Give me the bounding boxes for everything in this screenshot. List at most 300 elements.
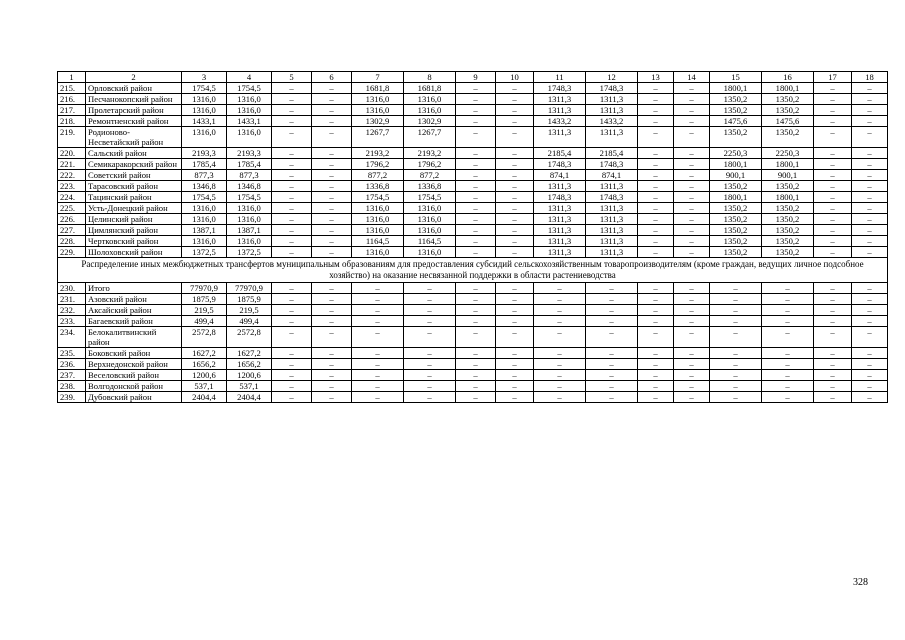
value-cell: 1785,4 — [227, 159, 272, 170]
value-cell: – — [496, 247, 534, 258]
value-cell: 1316,0 — [227, 94, 272, 105]
value-cell: – — [674, 148, 710, 159]
value-cell: – — [638, 392, 674, 403]
district-name-cell: Орловский район — [86, 83, 182, 94]
value-cell: 1302,9 — [404, 116, 456, 127]
value-cell: 1681,8 — [352, 83, 404, 94]
value-cell: – — [852, 381, 888, 392]
row-number-cell: 216. — [58, 94, 86, 105]
value-cell: – — [312, 294, 352, 305]
value-cell: 1200,6 — [182, 370, 227, 381]
value-cell: – — [312, 327, 352, 348]
value-cell: – — [272, 192, 312, 203]
value-cell: – — [312, 159, 352, 170]
value-cell: – — [638, 348, 674, 359]
value-cell: 1316,0 — [352, 225, 404, 236]
value-cell: 1656,2 — [227, 359, 272, 370]
value-cell: – — [272, 305, 312, 316]
value-cell: – — [586, 294, 638, 305]
value-cell: 1336,8 — [352, 181, 404, 192]
value-cell: – — [404, 348, 456, 359]
value-cell: 1350,2 — [762, 214, 814, 225]
column-number-cell: 13 — [638, 72, 674, 83]
value-cell: – — [638, 181, 674, 192]
district-name-cell: Цимлянский район — [86, 225, 182, 236]
value-cell: – — [496, 203, 534, 214]
value-cell: 1433,2 — [586, 116, 638, 127]
value-cell: – — [352, 359, 404, 370]
value-cell: 1875,9 — [182, 294, 227, 305]
value-cell: – — [674, 225, 710, 236]
value-cell: 1350,2 — [762, 127, 814, 148]
value-cell: 1316,0 — [404, 105, 456, 116]
value-cell: – — [638, 327, 674, 348]
value-cell: 1311,3 — [534, 127, 586, 148]
value-cell: – — [272, 294, 312, 305]
row-number-cell: 227. — [58, 225, 86, 236]
value-cell: – — [638, 83, 674, 94]
value-cell: – — [710, 381, 762, 392]
value-cell: – — [456, 327, 496, 348]
value-cell: – — [456, 105, 496, 116]
value-cell: 1350,2 — [710, 94, 762, 105]
district-name-cell: Шолоховский район — [86, 247, 182, 258]
value-cell: 1200,6 — [227, 370, 272, 381]
value-cell: 1316,0 — [182, 105, 227, 116]
value-cell: – — [852, 148, 888, 159]
column-number-cell: 10 — [496, 72, 534, 83]
value-cell: – — [638, 305, 674, 316]
row-number-cell: 222. — [58, 170, 86, 181]
value-cell: 1796,2 — [352, 159, 404, 170]
value-cell: 1316,0 — [352, 105, 404, 116]
value-cell: – — [312, 127, 352, 148]
value-cell: 1350,2 — [762, 94, 814, 105]
page-number: 328 — [853, 577, 868, 588]
value-cell: – — [852, 127, 888, 148]
value-cell: – — [674, 236, 710, 247]
district-name-cell: Азовский район — [86, 294, 182, 305]
value-cell: – — [312, 203, 352, 214]
value-cell: – — [852, 359, 888, 370]
table-row — [58, 203, 888, 214]
value-cell: 1350,2 — [710, 127, 762, 148]
value-cell: – — [674, 203, 710, 214]
table-row — [58, 305, 888, 316]
value-cell: 2193,3 — [182, 148, 227, 159]
value-cell: – — [272, 225, 312, 236]
row-number-cell: 231. — [58, 294, 86, 305]
value-cell: – — [852, 247, 888, 258]
value-cell: – — [852, 392, 888, 403]
value-cell: – — [814, 214, 852, 225]
value-cell: 1316,0 — [404, 247, 456, 258]
value-cell: – — [638, 316, 674, 327]
value-cell: – — [674, 94, 710, 105]
row-number-cell: 218. — [58, 116, 86, 127]
value-cell: – — [312, 192, 352, 203]
district-name-cell: Ремонтненский район — [86, 116, 182, 127]
value-cell: – — [404, 381, 456, 392]
value-cell: 1311,3 — [586, 181, 638, 192]
value-cell: 1350,2 — [710, 236, 762, 247]
value-cell: – — [674, 105, 710, 116]
value-cell: – — [534, 392, 586, 403]
row-number-cell: 217. — [58, 105, 86, 116]
value-cell: – — [352, 305, 404, 316]
value-cell: – — [352, 392, 404, 403]
district-name-cell: Пролетарский район — [86, 105, 182, 116]
value-cell: 2404,4 — [182, 392, 227, 403]
column-number-cell: 17 — [814, 72, 852, 83]
value-cell: 1754,5 — [404, 192, 456, 203]
value-cell: 1316,0 — [227, 105, 272, 116]
value-cell: – — [312, 105, 352, 116]
row-number-cell: 224. — [58, 192, 86, 203]
value-cell: 1800,1 — [710, 159, 762, 170]
value-cell: – — [814, 348, 852, 359]
value-cell: – — [456, 348, 496, 359]
value-cell: 1350,2 — [710, 105, 762, 116]
value-cell: 499,4 — [182, 316, 227, 327]
value-cell: – — [814, 94, 852, 105]
value-cell: – — [674, 348, 710, 359]
value-cell: – — [404, 370, 456, 381]
value-cell: – — [496, 225, 534, 236]
value-cell: – — [272, 148, 312, 159]
value-cell: – — [272, 94, 312, 105]
value-cell: – — [762, 392, 814, 403]
value-cell: – — [674, 127, 710, 148]
value-cell: 1316,0 — [182, 94, 227, 105]
value-cell: – — [814, 148, 852, 159]
value-cell: – — [674, 214, 710, 225]
value-cell: – — [312, 170, 352, 181]
value-cell: – — [456, 370, 496, 381]
value-cell: – — [814, 283, 852, 294]
value-cell: 1627,2 — [182, 348, 227, 359]
value-cell: – — [312, 214, 352, 225]
value-cell: – — [404, 305, 456, 316]
table-row — [58, 348, 888, 359]
value-cell: 1350,2 — [762, 203, 814, 214]
value-cell: 537,1 — [227, 381, 272, 392]
value-cell: 1372,5 — [182, 247, 227, 258]
row-number-cell: 225. — [58, 203, 86, 214]
value-cell: – — [638, 247, 674, 258]
value-cell: 2404,4 — [227, 392, 272, 403]
value-cell: 1316,0 — [182, 214, 227, 225]
column-number-cell: 9 — [456, 72, 496, 83]
value-cell: – — [534, 381, 586, 392]
value-cell: – — [272, 159, 312, 170]
value-cell: – — [496, 170, 534, 181]
value-cell: – — [710, 294, 762, 305]
value-cell: – — [272, 348, 312, 359]
value-cell: 1387,1 — [227, 225, 272, 236]
row-number-cell: 232. — [58, 305, 86, 316]
value-cell: – — [496, 327, 534, 348]
value-cell: – — [814, 370, 852, 381]
value-cell: – — [496, 105, 534, 116]
district-name-cell: Советский район — [86, 170, 182, 181]
value-cell: – — [638, 370, 674, 381]
value-cell: – — [852, 316, 888, 327]
value-cell: 1748,3 — [534, 159, 586, 170]
value-cell: – — [496, 392, 534, 403]
value-cell: 1311,3 — [586, 203, 638, 214]
value-cell: – — [638, 159, 674, 170]
value-cell: – — [312, 305, 352, 316]
value-cell: 1433,1 — [182, 116, 227, 127]
value-cell: – — [534, 283, 586, 294]
value-cell: 2572,8 — [182, 327, 227, 348]
value-cell: – — [762, 294, 814, 305]
value-cell: 1316,0 — [182, 127, 227, 148]
value-cell: 1316,0 — [404, 94, 456, 105]
value-cell: – — [272, 327, 312, 348]
value-cell: – — [638, 148, 674, 159]
value-cell: – — [852, 236, 888, 247]
table-row — [58, 214, 888, 225]
district-name-cell: Веселовский район — [86, 370, 182, 381]
value-cell: – — [272, 83, 312, 94]
value-cell: 1311,3 — [586, 214, 638, 225]
value-cell: – — [272, 105, 312, 116]
value-cell: 77970,9 — [182, 283, 227, 294]
value-cell: – — [638, 105, 674, 116]
value-cell: – — [312, 370, 352, 381]
value-cell: – — [496, 83, 534, 94]
value-cell: – — [272, 203, 312, 214]
value-cell: – — [814, 181, 852, 192]
value-cell: 1311,3 — [534, 105, 586, 116]
value-cell: 1350,2 — [710, 181, 762, 192]
value-cell: – — [456, 247, 496, 258]
value-cell: – — [852, 370, 888, 381]
value-cell: – — [674, 305, 710, 316]
value-cell: 900,1 — [762, 170, 814, 181]
column-number-cell: 15 — [710, 72, 762, 83]
value-cell: – — [852, 214, 888, 225]
district-name-cell: Тацинский район — [86, 192, 182, 203]
value-cell: – — [272, 214, 312, 225]
row-number-cell: 215. — [58, 83, 86, 94]
value-cell: 1475,6 — [762, 116, 814, 127]
value-cell: 1311,3 — [586, 247, 638, 258]
row-number-cell: 234. — [58, 327, 86, 348]
value-cell: – — [852, 203, 888, 214]
table-row — [58, 170, 888, 181]
value-cell: – — [456, 192, 496, 203]
column-number-cell: 8 — [404, 72, 456, 83]
value-cell: – — [404, 294, 456, 305]
value-cell: 1350,2 — [762, 225, 814, 236]
value-cell: 1800,1 — [710, 83, 762, 94]
value-cell: 2185,4 — [534, 148, 586, 159]
column-number-cell: 7 — [352, 72, 404, 83]
value-cell: – — [272, 127, 312, 148]
value-cell: – — [814, 203, 852, 214]
value-cell: 1316,0 — [404, 203, 456, 214]
value-cell: – — [638, 283, 674, 294]
value-cell: 1748,3 — [534, 192, 586, 203]
value-cell: 219,5 — [227, 305, 272, 316]
row-number-cell: 233. — [58, 316, 86, 327]
value-cell: – — [456, 305, 496, 316]
value-cell: – — [814, 359, 852, 370]
row-number-cell: 239. — [58, 392, 86, 403]
value-cell: – — [496, 192, 534, 203]
row-number-cell: 235. — [58, 348, 86, 359]
column-number-cell: 3 — [182, 72, 227, 83]
row-number-cell: 230. — [58, 283, 86, 294]
value-cell: 1800,1 — [762, 192, 814, 203]
value-cell: – — [456, 94, 496, 105]
value-cell: – — [456, 316, 496, 327]
value-cell: – — [674, 159, 710, 170]
value-cell: – — [404, 359, 456, 370]
value-cell: 1627,2 — [227, 348, 272, 359]
value-cell: – — [710, 316, 762, 327]
value-cell: 2185,4 — [586, 148, 638, 159]
value-cell: 1336,8 — [404, 181, 456, 192]
value-cell: – — [762, 316, 814, 327]
value-cell: – — [814, 116, 852, 127]
value-cell: 1302,9 — [352, 116, 404, 127]
value-cell: – — [586, 327, 638, 348]
value-cell: – — [852, 225, 888, 236]
value-cell: – — [534, 294, 586, 305]
value-cell: – — [674, 370, 710, 381]
value-cell: – — [456, 294, 496, 305]
column-number-row — [58, 72, 888, 83]
value-cell: – — [456, 83, 496, 94]
value-cell: 877,3 — [227, 170, 272, 181]
value-cell: – — [852, 159, 888, 170]
section-title-row — [58, 258, 888, 283]
value-cell: 1311,3 — [534, 236, 586, 247]
value-cell: – — [762, 348, 814, 359]
value-cell: – — [272, 392, 312, 403]
value-cell: – — [814, 83, 852, 94]
value-cell: – — [674, 359, 710, 370]
value-cell: 1754,5 — [227, 83, 272, 94]
value-cell: – — [456, 381, 496, 392]
value-cell: 1754,5 — [227, 192, 272, 203]
value-cell: – — [674, 192, 710, 203]
district-name-cell: Аксайский район — [86, 305, 182, 316]
value-cell: 1800,1 — [762, 83, 814, 94]
value-cell: 1311,3 — [534, 225, 586, 236]
value-cell: – — [638, 94, 674, 105]
value-cell: – — [312, 116, 352, 127]
value-cell: 219,5 — [182, 305, 227, 316]
value-cell: – — [814, 316, 852, 327]
value-cell: – — [496, 127, 534, 148]
row-number-cell: 236. — [58, 359, 86, 370]
value-cell: 1748,3 — [586, 159, 638, 170]
value-cell: – — [814, 247, 852, 258]
value-cell: 1316,0 — [227, 236, 272, 247]
value-cell: – — [586, 305, 638, 316]
value-cell: 2193,3 — [227, 148, 272, 159]
value-cell: – — [638, 236, 674, 247]
value-cell: – — [762, 327, 814, 348]
value-cell: – — [674, 381, 710, 392]
column-number-cell: 18 — [852, 72, 888, 83]
value-cell: – — [710, 327, 762, 348]
value-cell: – — [456, 359, 496, 370]
value-cell: 1350,2 — [710, 247, 762, 258]
value-cell: 877,2 — [352, 170, 404, 181]
value-cell: 1433,2 — [534, 116, 586, 127]
value-cell: – — [272, 381, 312, 392]
value-cell: – — [586, 370, 638, 381]
value-cell: 1350,2 — [710, 225, 762, 236]
district-name-cell: Усть-Донецкий район — [86, 203, 182, 214]
value-cell: – — [586, 316, 638, 327]
district-name-cell: Итого — [86, 283, 182, 294]
value-cell: – — [456, 148, 496, 159]
district-name-cell: Тарасовский район — [86, 181, 182, 192]
value-cell: 877,3 — [182, 170, 227, 181]
value-cell: – — [852, 283, 888, 294]
value-cell: – — [638, 359, 674, 370]
value-cell: 2572,8 — [227, 327, 272, 348]
value-cell: – — [456, 214, 496, 225]
value-cell: – — [456, 159, 496, 170]
value-cell: – — [496, 181, 534, 192]
value-cell: 1316,0 — [352, 203, 404, 214]
value-cell: 1748,3 — [586, 83, 638, 94]
value-cell: – — [496, 214, 534, 225]
value-cell: – — [814, 294, 852, 305]
value-cell: – — [674, 181, 710, 192]
value-cell: – — [496, 359, 534, 370]
value-cell: 537,1 — [182, 381, 227, 392]
value-cell: – — [496, 370, 534, 381]
value-cell: – — [762, 370, 814, 381]
value-cell: 1754,5 — [182, 192, 227, 203]
value-cell: 1311,3 — [586, 236, 638, 247]
district-name-cell: Сальский район — [86, 148, 182, 159]
value-cell: – — [534, 327, 586, 348]
value-cell: – — [674, 316, 710, 327]
value-cell: – — [814, 381, 852, 392]
district-name-cell: Белокалитвинский район — [86, 327, 182, 348]
value-cell: – — [638, 294, 674, 305]
value-cell: – — [496, 159, 534, 170]
value-cell: – — [586, 283, 638, 294]
value-cell: 1754,5 — [352, 192, 404, 203]
value-cell: – — [272, 359, 312, 370]
value-cell: – — [312, 392, 352, 403]
value-cell: 2193,2 — [352, 148, 404, 159]
allocation-table — [57, 71, 888, 403]
value-cell: 1316,0 — [352, 94, 404, 105]
value-cell: 1754,5 — [182, 83, 227, 94]
value-cell: – — [534, 316, 586, 327]
district-name-cell: Целинский район — [86, 214, 182, 225]
value-cell: – — [638, 225, 674, 236]
value-cell: 1316,0 — [404, 214, 456, 225]
value-cell: – — [674, 247, 710, 258]
district-name-cell: Родионово-Несветайский район — [86, 127, 182, 148]
value-cell: – — [496, 94, 534, 105]
value-cell: – — [814, 392, 852, 403]
value-cell: 1748,3 — [534, 83, 586, 94]
